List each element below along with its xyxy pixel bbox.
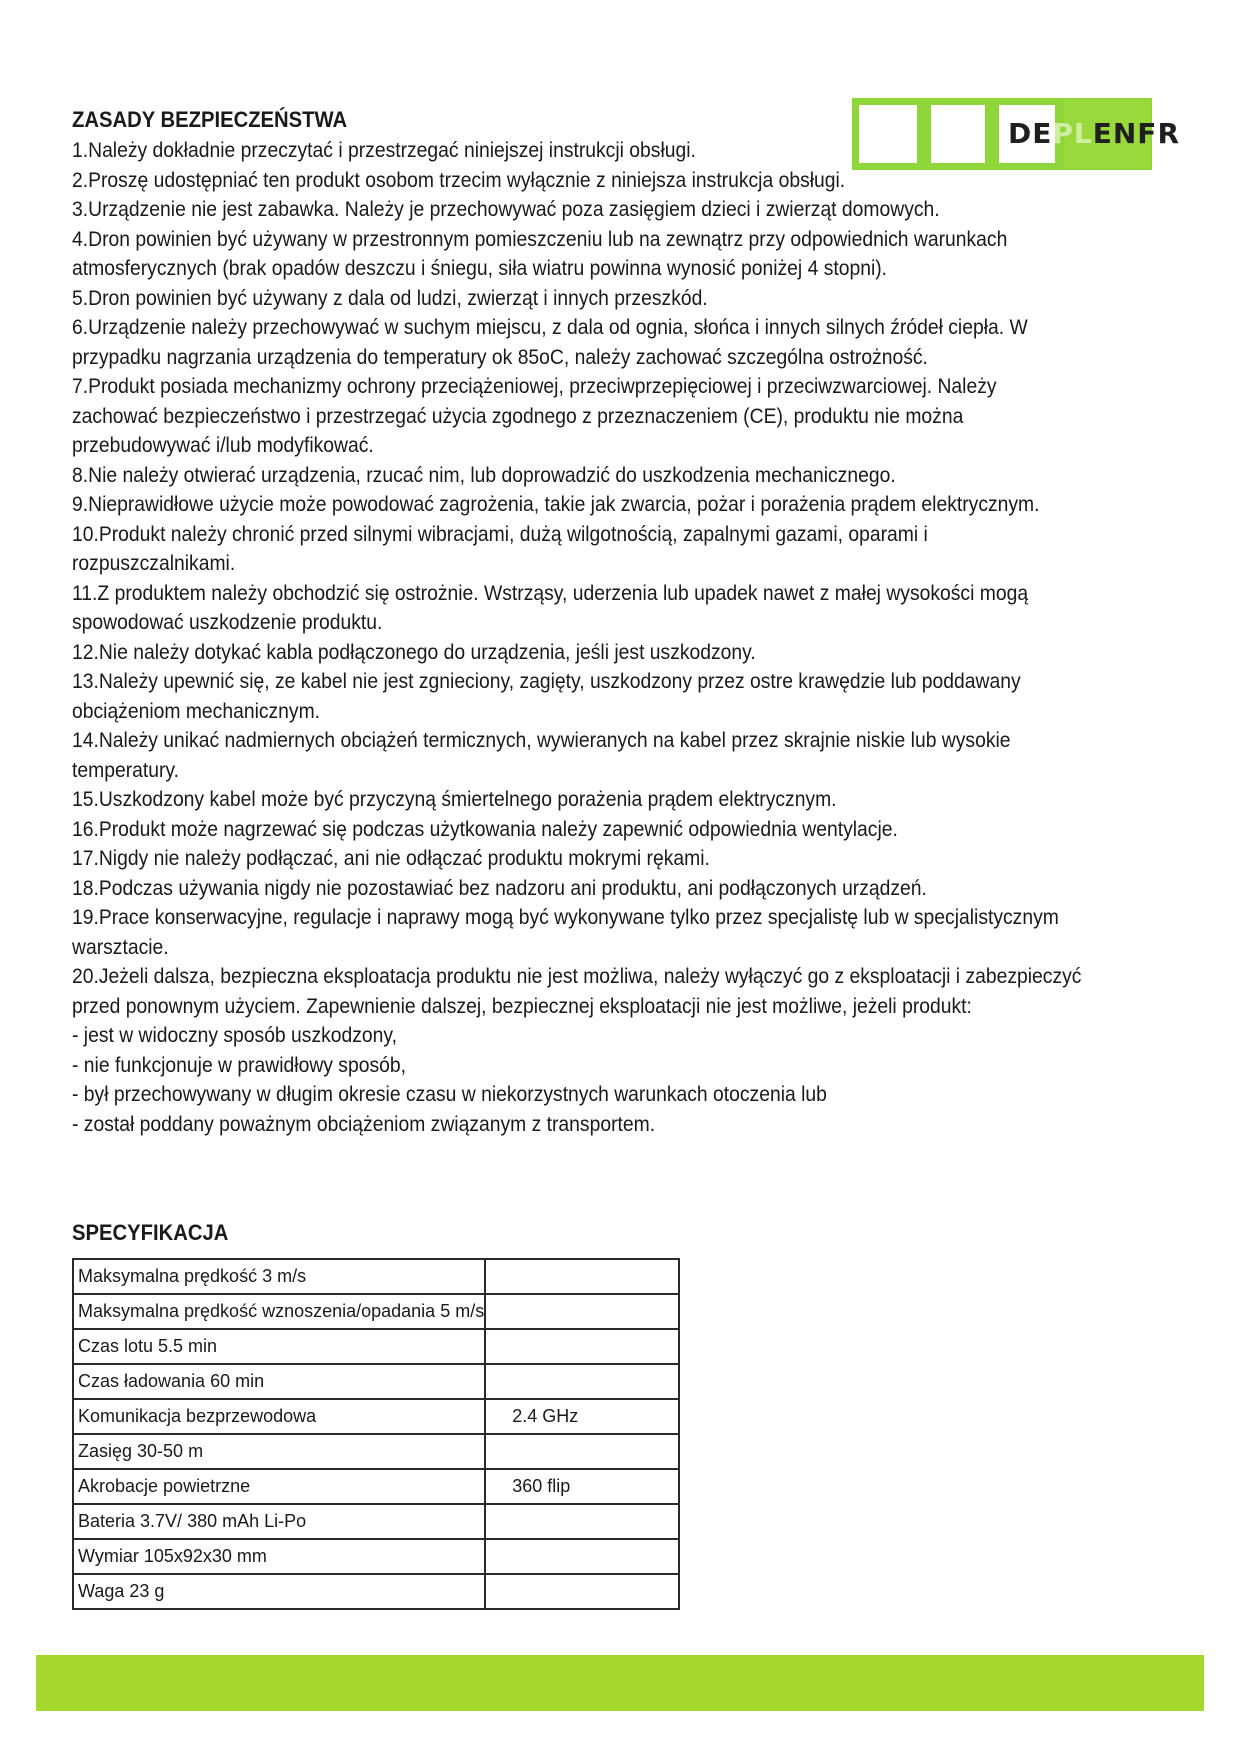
spec-row — [73, 1399, 679, 1434]
safety-rule: 9.Nieprawidłowe użycie może powodować zagrożenia, takie jak zwarcia, pożar i porażenia prądem elektrycznym. — [72, 493, 1040, 516]
logo-text-enfr: ENFR — [1092, 117, 1180, 150]
safety-rule: 17.Nigdy nie należy podłączać, ani nie odłączać produktu mokrymi rękami. — [72, 847, 710, 870]
safety-rule: 12.Nie należy dotykać kabla podłączonego do urządzenia, jeśli jest uszkodzony. — [72, 640, 756, 664]
spec-value: 2.4 GHz — [485, 1399, 679, 1434]
spec-row — [73, 1259, 679, 1294]
spec-row — [73, 1539, 679, 1574]
spec-row — [73, 1364, 679, 1399]
spec-row — [73, 1469, 679, 1504]
safety-heading: ZASADY BEZPIECZEŃSTWA — [72, 107, 348, 132]
safety-rule: 3.Urządzenie nie jest zabawka. Należy je przechowywać poza zasięgiem dzieci i zwierząt domowych. — [72, 198, 940, 221]
spec-heading: SPECYFIKACJA — [72, 1220, 229, 1245]
spec-value — [485, 1294, 679, 1329]
safety-rule: 7.Produkt posiada mechanizmy ochrony przeciążeniowej, przeciwprzepięciowej i przeciwzwarciowej. Należy zachować bezpieczeństwo i przestrzegać użycia zgodnego z przeznaczeniem (CE), produktu nie można przebudowywać i/lub modyfikować. — [72, 375, 997, 457]
safety-rule: - nie funkcjonuje w prawidłowy sposób, — [72, 1053, 406, 1077]
spec-key: Maksymalna prędkość 3 m/s — [73, 1259, 485, 1294]
spec-key: Wymiar 105x92x30 mm — [73, 1539, 485, 1574]
spec-key: Waga 23 g — [73, 1574, 485, 1609]
safety-rule: - został poddany poważnym obciążeniom związanym z transportem. — [72, 1112, 656, 1136]
safety-rule: 19.Prace konserwacyjne, regulacje i naprawy mogą być wykonywane tylko przez specjalistę lub w specjalistycznym warsztacie. — [72, 906, 1059, 959]
safety-rule: 8.Nie należy otwierać urządzenia, rzucać nim, lub doprowadzić do uszkodzenia mechanicznego. — [72, 463, 896, 487]
spec-value: 360 flip — [485, 1469, 679, 1504]
spec-key: Maksymalna prędkość wznoszenia/opadania 5 m/s — [73, 1294, 485, 1329]
spec-value — [485, 1574, 679, 1609]
spec-row — [73, 1329, 679, 1364]
spec-key: Komunikacja bezprzewodowa — [73, 1399, 485, 1434]
spec-key: Czas ładowania 60 min — [73, 1364, 485, 1399]
spec-value — [485, 1539, 679, 1574]
spec-row — [73, 1574, 679, 1609]
spec-table — [72, 1258, 680, 1610]
safety-rule: 20.Jeżeli dalsza, bezpieczna eksploatacja produktu nie jest możliwa, należy wyłączyć go z eksploatacji i zabezpieczyć przed ponownym użyciem. Zapewnienie dalszej, bezpiecznej eksploatacji nie jest możliwe, jeżeli produkt: — [72, 965, 1082, 1018]
spec-value — [485, 1364, 679, 1399]
spec-row — [73, 1434, 679, 1469]
logo-text-pl: PL — [1052, 117, 1093, 150]
spec-value — [485, 1329, 679, 1364]
safety-rule: - jest w widoczny sposób uszkodzony, — [72, 1024, 398, 1047]
safety-rule: 10.Produkt należy chronić przed silnymi wibracjami, dużą wilgotnością, zapalnymi gazami, oparami i rozpuszczalnikami. — [72, 522, 928, 575]
safety-rule: 11.Z produktem należy obchodzić się ostrożnie. Wstrząsy, uderzenia lub upadek nawet z małej wysokości mogą spowodować uszkodzenie produktu. — [72, 581, 1029, 634]
safety-rule: - był przechowywany w długim okresie czasu w niekorzystnych warunkach otoczenia lub — [72, 1083, 827, 1106]
spec-row — [73, 1504, 679, 1539]
safety-rule: 14.Należy unikać nadmiernych obciążeń termicznych, wywieranych na kabel przez skrajnie niskie lub wysokie temperatury. — [72, 729, 1011, 782]
spec-key: Bateria 3.7V/ 380 mAh Li-Po — [73, 1504, 485, 1539]
spec-value — [485, 1259, 679, 1294]
safety-rule: 16.Produkt może nagrzewać się podczas użytkowania należy zapewnić odpowiednia wentylacje. — [72, 817, 898, 841]
safety-rule: 13.Należy upewnić się, ze kabel nie jest zgnieciony, zagięty, uszkodzony przez ostre krawędzie lub poddawany obciążeniom mechanicznym. — [72, 670, 1021, 723]
spec-key: Czas lotu 5.5 min — [73, 1329, 485, 1364]
spec-key: Zasięg 30-50 m — [73, 1434, 485, 1469]
safety-rule: 18.Podczas używania nigdy nie pozostawiać bez nadzoru ani produktu, ani podłączonych urządzeń. — [72, 876, 927, 900]
safety-rule: 5.Dron powinien być używany z dala od ludzi, zwierząt i innych przeszkód. — [72, 286, 708, 310]
safety-rule: 1.Należy dokładnie przeczytać i przestrzegać niniejszej instrukcji obsługi. — [72, 139, 696, 162]
spec-value — [485, 1434, 679, 1469]
safety-rule: 2.Proszę udostępniać ten produkt osobom trzecim wyłącznie z niniejsza instrukcja obsługi. — [72, 168, 846, 192]
logo-text-de: DE — [1008, 117, 1053, 150]
safety-rule: 6.Urządzenie należy przechowywać w suchym miejscu, z dala od ognia, słońca i innych silnych źródeł ciepła. W przypadku nagrzania urządzenia do temperatury ok 85oC, należy zachować szczególna ostrożność. — [72, 316, 1028, 369]
footer-bar — [36, 1655, 1204, 1711]
safety-section — [72, 106, 1084, 1139]
spec-row — [73, 1294, 679, 1329]
safety-rule: 4.Dron powinien być używany w przestronnym pomieszczeniu lub na zewnątrz przy odpowiednich warunkach atmosferycznych (brak opadów deszczu i śniegu, siła wiatru powinna wynosić poniżej 4 stopni). — [72, 227, 1008, 280]
safety-rule: 15.Uszkodzony kabel może być przyczyną śmiertelnego porażenia prądem elektrycznym. — [72, 788, 837, 811]
safety-rules-list — [72, 136, 1084, 1139]
spec-key: Akrobacje powietrzne — [73, 1469, 485, 1504]
spec-value — [485, 1504, 679, 1539]
